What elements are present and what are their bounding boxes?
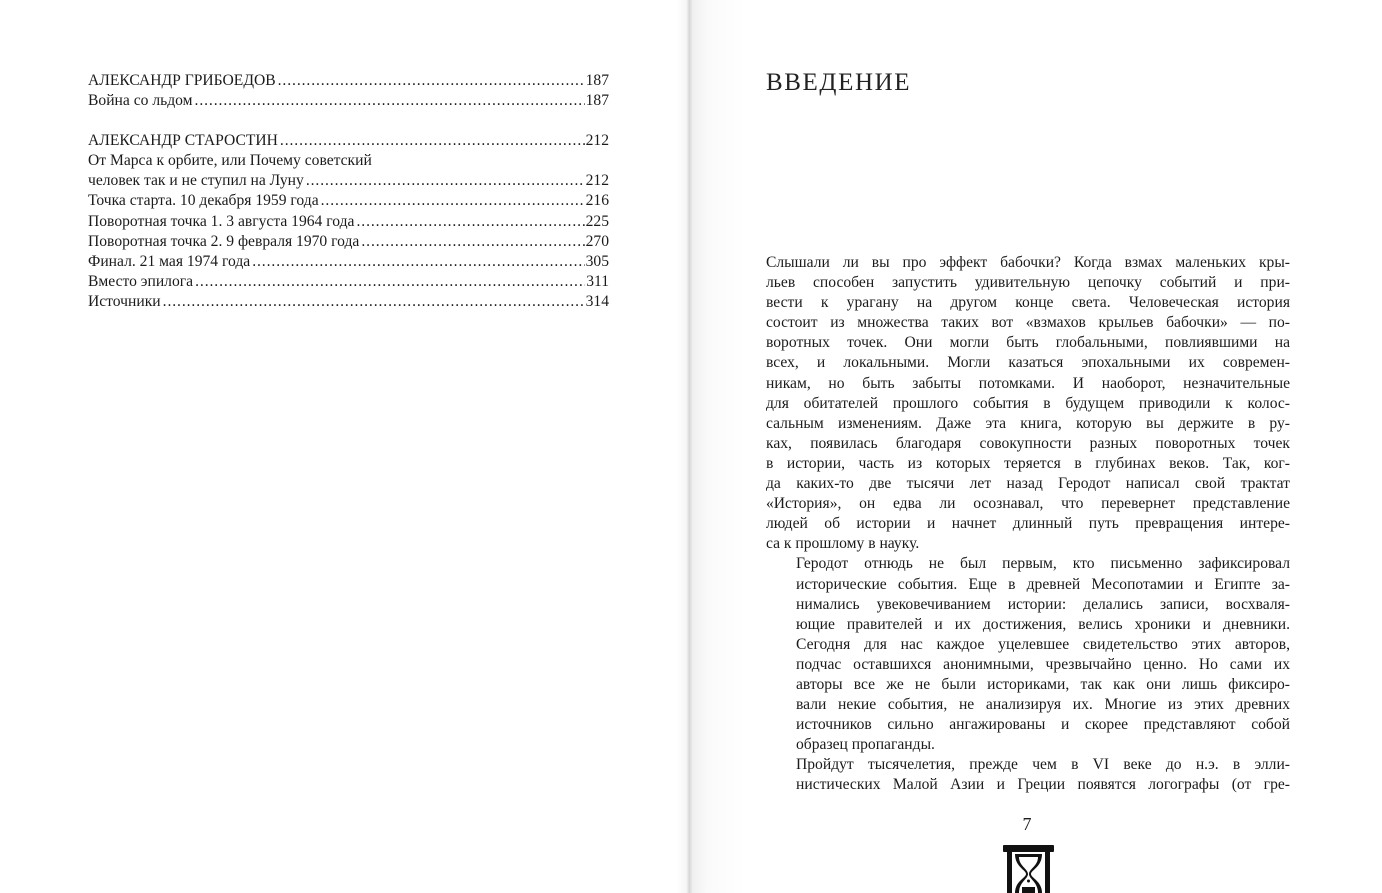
- toc-dot-leader: [163, 292, 585, 312]
- paragraph-1: [766, 253, 1290, 554]
- text-line: состоит из множества таких вот «взмахов крыльев бабочки» — по-: [766, 314, 1290, 332]
- text-line: людей об истории и начнет длинный путь превращения интере-: [766, 515, 1290, 533]
- toc-entry-title: Финал. 21 мая 1974 года: [88, 252, 251, 270]
- text-line: Геродот отнюдь не был первым, кто письменно зафиксировал: [796, 555, 1290, 573]
- chapter-title: ВВЕДЕНИЕ: [766, 69, 912, 96]
- text-line: да каких-то две тысячи лет назад Геродот написал свой трактат: [766, 475, 1290, 493]
- toc-group-starostin: [88, 131, 609, 312]
- toc-entry-page: 216: [585, 192, 609, 210]
- toc-entry-page: 305: [585, 252, 609, 270]
- toc-dot-leader: [306, 171, 585, 191]
- text-line: всех, и локальными. Могли казаться эпохальными их современ-: [766, 354, 1290, 372]
- toc-entry-page: 314: [585, 292, 609, 310]
- text-line: ющие правителей и их достижения, велись хроники и дневники.: [796, 615, 1290, 633]
- toc-entry-title: Поворотная точка 2. 9 февраля 1970 года: [88, 232, 360, 250]
- toc-entry-title: АЛЕКСАНДР ГРИБОЕДОВ: [88, 72, 276, 89]
- toc-entry-page: 187: [585, 72, 609, 89]
- toc-entry-multiline[interactable]: [88, 151, 609, 191]
- toc-dot-leader: [361, 232, 584, 252]
- toc-entry-page: 270: [585, 232, 609, 250]
- text-line: «История», он едва ли осознавал, что перевернет представление: [766, 495, 1290, 513]
- text-line: подчас оставшихся анонимными, чрезвычайно ценно. Но сами их: [796, 655, 1290, 673]
- text-line: воротных точек. Они могли быть глобальными, повлиявшими на: [766, 334, 1290, 352]
- text-line: Слышали ли вы про эффект бабочки? Когда взмах маленьких кры-: [766, 254, 1290, 271]
- table-of-contents: [88, 71, 609, 332]
- text-line: ках, появилась благодаря совокупности разных поворотных точек: [766, 434, 1290, 452]
- toc-dot-leader: [195, 91, 585, 111]
- text-line: са к прошлому в науку.: [766, 535, 920, 553]
- text-line: вести к урагану на другом конце света. Человеческая история: [766, 294, 1290, 312]
- text-line: вали некие события, не анализируя их. Многие из этих древних: [796, 696, 1290, 714]
- toc-entry-page: 187: [585, 92, 609, 110]
- toc-dot-leader: [252, 252, 584, 272]
- toc-entry[interactable]: [88, 252, 609, 272]
- paragraph-2: [766, 554, 1290, 755]
- text-line: Пройдут тысячелетия, прежде чем в VI веке до н.э. в элли-: [796, 756, 1290, 774]
- toc-dot-leader: [356, 212, 584, 232]
- toc-dot-leader: [278, 71, 585, 91]
- text-line: образец пропаганды.: [796, 736, 935, 754]
- toc-entry[interactable]: [88, 232, 609, 252]
- text-line: в истории, часть из которых теряется в глубинах веков. Так, ког-: [766, 454, 1290, 472]
- toc-entry-title: Поворотная точка 1. 3 августа 1964 года: [88, 212, 355, 230]
- toc-dot-leader: [195, 272, 585, 292]
- toc-entry[interactable]: [88, 91, 609, 111]
- toc-entry-title: Точка старта. 10 декабря 1959 года: [88, 192, 319, 210]
- toc-entry-title: человек так и не ступил на Луну: [88, 172, 304, 190]
- text-line: Сегодня для нас каждое уцелевшее свидетельство этих авторов,: [796, 635, 1290, 653]
- chapter-body: [766, 253, 1290, 796]
- toc-group-griboedov: [88, 71, 609, 111]
- text-line: для обитателей прошлого события в будущем приводили к колос-: [766, 394, 1290, 412]
- toc-entry-title: Вместо эпилога: [88, 272, 194, 290]
- toc-entry[interactable]: [88, 71, 609, 91]
- toc-entry[interactable]: [88, 292, 609, 312]
- toc-entry-title: Война со льдом: [88, 92, 193, 110]
- text-line: исторические события. Еще в древней Месопотамии и Египте за-: [796, 575, 1290, 593]
- toc-entry-page: 311: [586, 272, 609, 290]
- toc-entry-page: 212: [585, 172, 609, 190]
- toc-entry[interactable]: [88, 272, 609, 292]
- text-line: сальным изменениям. Даже эта книга, которую вы держите в ру-: [766, 414, 1290, 432]
- toc-entry[interactable]: [88, 191, 609, 211]
- page-number: 7: [1022, 814, 1032, 834]
- hourglass-icon: [1001, 843, 1056, 893]
- toc-dot-leader: [280, 131, 585, 151]
- toc-entry-title: Источники: [88, 292, 161, 310]
- text-line: авторы все же не были историками, так как они лишь фиксиро-: [796, 675, 1290, 693]
- toc-entry[interactable]: [88, 212, 609, 232]
- toc-entry[interactable]: [88, 131, 609, 151]
- toc-entry-title: АЛЕКСАНДР СТАРОСТИН: [88, 132, 278, 150]
- text-line: нимались увековечиванием истории: делались записи, восхваля-: [796, 595, 1290, 613]
- text-line: нистических Малой Азии и Греции появятся логографы (от гре-: [796, 776, 1290, 794]
- text-line: льев способен запустить удивительную цепочку событий и при-: [766, 274, 1290, 292]
- text-line: источников сильно ангажированы и скорее представляют собой: [796, 716, 1290, 734]
- text-line: никам, но быть забыты потомками. И наоборот, незначительные: [766, 374, 1290, 392]
- toc-entry-title-line1: От Марса к орбите, или Почему советский: [88, 152, 372, 170]
- toc-entry-page: 225: [585, 212, 609, 230]
- toc-entry-page: 212: [585, 132, 609, 150]
- paragraph-3: [766, 755, 1290, 795]
- toc-dot-leader: [321, 191, 585, 211]
